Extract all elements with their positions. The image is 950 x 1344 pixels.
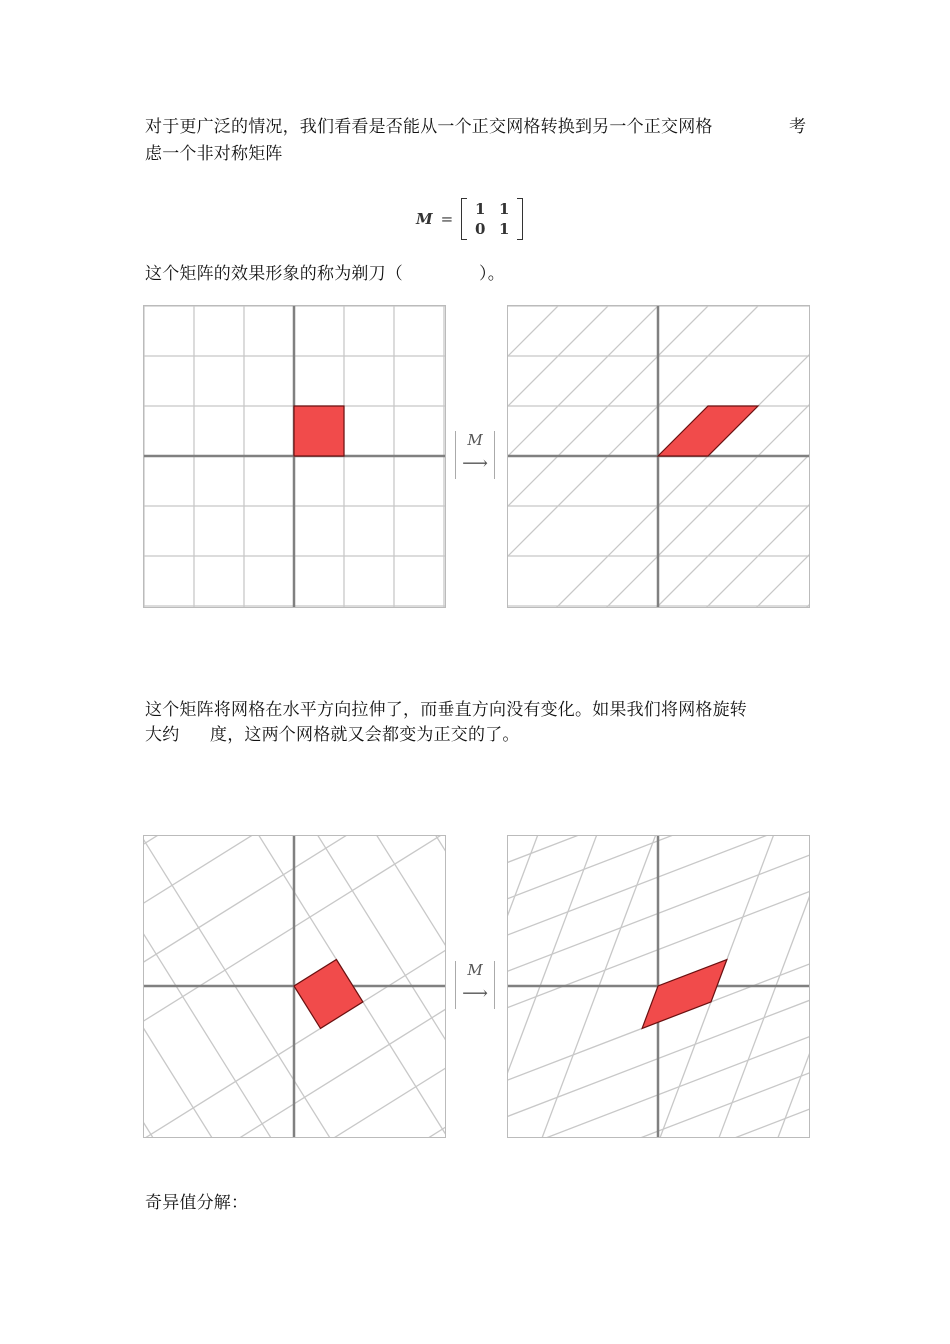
grid-group	[507, 305, 810, 608]
transform-label: M	[467, 961, 483, 979]
matrix-right-bracket	[517, 198, 523, 240]
paragraph-1-line-2	[145, 141, 283, 167]
paragraph-3-line-1-text: 这个矩阵将网格在水平方向拉伸了，而垂直方向没有变化。如果我们将网格旋转	[145, 700, 747, 720]
transform-arrow-1	[455, 431, 495, 479]
unit-square	[294, 406, 344, 456]
paragraph-1-tail-text: 考	[789, 117, 807, 137]
paragraph-3-line-2-end	[210, 722, 520, 748]
paragraph-2	[145, 261, 403, 287]
paragraph-3-line-2-start-text: 大约	[145, 725, 180, 745]
paragraph-1-line-2-text: 虑一个非对称矩阵	[145, 144, 283, 164]
grid-group	[143, 835, 446, 1138]
paragraph-3-line-2-end-text: 度，这两个网格就又会都变为正交的了。	[210, 725, 520, 745]
right-arrow-icon: ⟶	[462, 983, 488, 1004]
matrix-left-bracket	[461, 198, 467, 240]
paragraph-1-line-1	[145, 114, 713, 140]
paragraph-4-text: 奇异值分解：	[145, 1193, 249, 1213]
figure-rotated-before	[143, 835, 446, 1138]
matrix-equation	[416, 196, 523, 242]
paragraph-2-after: ）。	[479, 264, 505, 284]
right-arrow-icon: ⟶	[462, 453, 488, 474]
transform-label: M	[467, 431, 483, 449]
paragraph-3-line-1	[145, 697, 747, 723]
figure-shear-after	[507, 305, 810, 608]
figure-rotated-after	[507, 835, 810, 1138]
paragraph-1-line-1-tail	[789, 114, 806, 140]
matrix	[461, 200, 523, 238]
matrix-cell: 1	[498, 200, 510, 218]
paragraph-2-end	[479, 261, 505, 287]
matrix-cell: 0	[474, 220, 486, 238]
grid-group	[143, 305, 446, 608]
equation-equals: =	[440, 210, 454, 228]
matrix-cell: 1	[498, 220, 510, 238]
figure-shear-before	[143, 305, 446, 608]
matrix-cell: 1	[474, 200, 486, 218]
paragraph-4	[145, 1190, 248, 1216]
paragraph-1-line-1-text: 对于更广泛的情况，我们看看是否能从一个正交网格转换到另一个正交网格	[145, 117, 713, 137]
grid-group	[507, 835, 810, 1138]
paragraph-2-before: 这个矩阵的效果形象的称为剃刀（	[145, 264, 403, 284]
transform-arrow-2	[455, 961, 495, 1009]
equation-lhs: M	[416, 210, 433, 228]
paragraph-3-line-2-start	[145, 722, 179, 748]
